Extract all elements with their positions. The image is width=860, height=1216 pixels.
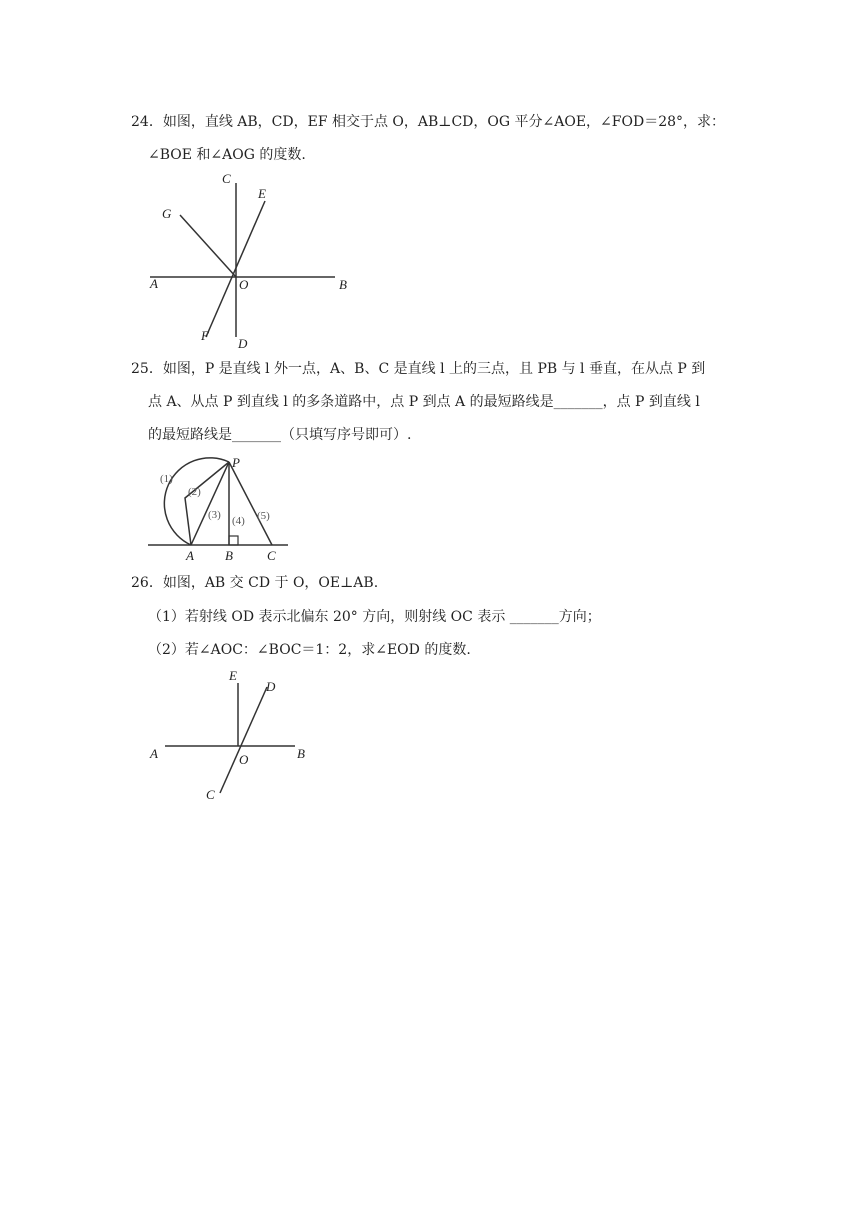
q25-line2: 点 A、从点 P 到直线 l 的多条道路中，点 P 到点 A 的最短路线是_______，点 P 到直线 l: [148, 394, 700, 410]
q25-right-angle-mark: [229, 536, 238, 545]
q24-figure: [140, 165, 370, 355]
q24-label-g: G: [162, 206, 172, 221]
q24-label-f: F: [201, 328, 209, 343]
q25-path-5: [229, 462, 272, 545]
q25-line1: 25．如图，P 是直线 l 外一点，A、B、C 是直线 l 上的三点，且 PB 与 l 垂直，在从点 P 到: [131, 361, 706, 377]
q26-label-e: E: [229, 668, 237, 683]
q25-label-a: A: [186, 548, 194, 563]
q24-line1: 24．如图，直线 AB，CD，EF 相交于点 O，AB⊥CD，OG 平分∠AOE，∠FOD＝28°，求：: [131, 114, 726, 130]
q25-label-c: C: [267, 548, 276, 563]
q25-figure: [140, 450, 300, 565]
q25-line3: 的最短路线是_______（只填写序号即可）.: [148, 427, 412, 443]
q24-label-e: E: [258, 186, 266, 201]
q26-line1: 26．如图，AB 交 CD 于 O，OE⊥AB.: [131, 575, 379, 591]
q24-label-o: O: [239, 277, 249, 292]
q25-label-path-3: (3): [208, 509, 221, 521]
q26-label-o: O: [239, 752, 249, 767]
q26-line-cd: [220, 687, 267, 793]
q24-label-d: D: [238, 336, 248, 351]
q24-ray-og: [180, 215, 236, 277]
q25-path-2: [185, 462, 229, 545]
q25-label-path-2: (2): [188, 486, 201, 498]
q25-label-b: B: [225, 548, 233, 563]
q24-line2: ∠BOE 和∠AOG 的度数.: [148, 147, 306, 163]
q24-label-c: C: [222, 171, 231, 186]
q26-label-a: A: [150, 746, 158, 761]
q26-figure: [140, 665, 320, 810]
q25-label-path-4: (4): [232, 515, 245, 527]
q25-label-path-5: (5): [257, 510, 270, 522]
q25-label-p: P: [232, 455, 240, 470]
q25-path-3: [191, 462, 229, 545]
q26-label-b: B: [297, 746, 305, 761]
q25-label-path-1: (1): [160, 473, 173, 485]
q26-line3: （2）若∠AOC：∠BOC＝1：2，求∠EOD 的度数.: [148, 642, 471, 658]
q26-line2: （1）若射线 OD 表示北偏东 20° 方向，则射线 OC 表示 _______方向；: [148, 609, 601, 625]
q24-label-a: A: [150, 276, 158, 291]
q24-label-b: B: [339, 277, 347, 292]
q26-label-d: D: [266, 679, 276, 694]
q26-label-c: C: [206, 787, 215, 802]
